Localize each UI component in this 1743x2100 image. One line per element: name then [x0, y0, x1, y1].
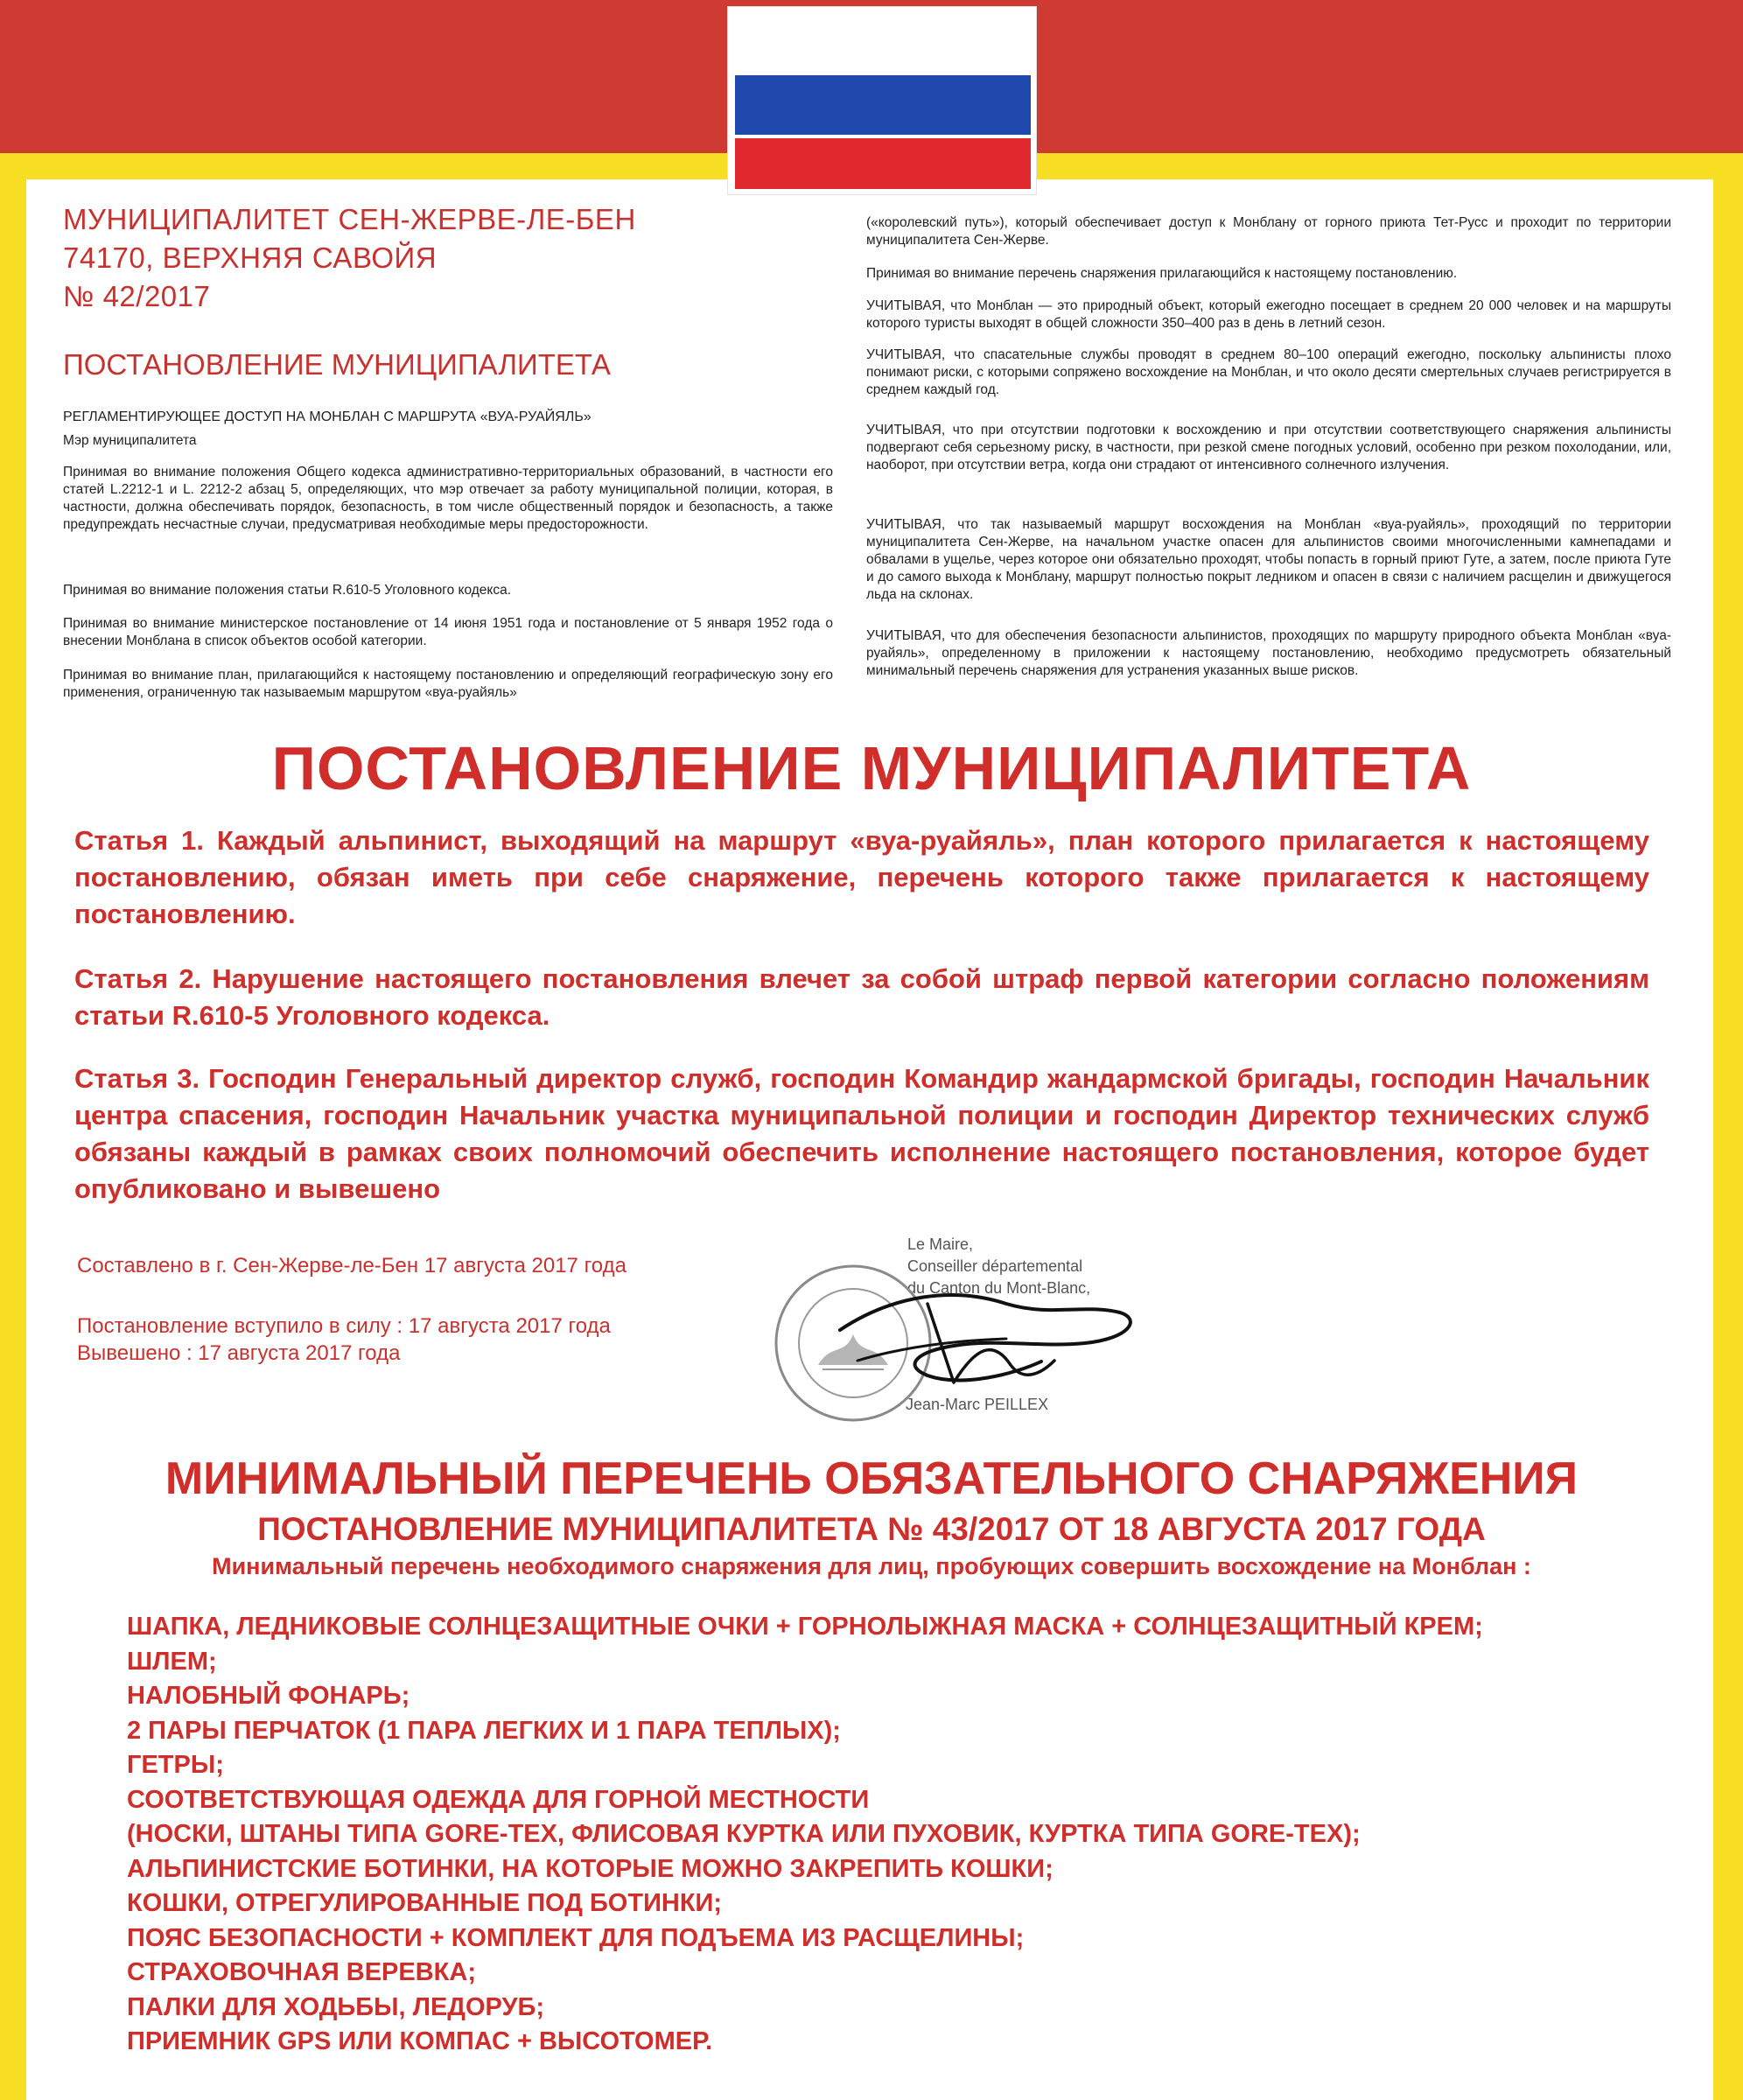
- equipment-item: ПАЛКИ ДЛЯ ХОДЬБЫ, ЛЕДОРУБ;: [127, 1992, 545, 2021]
- equipment-item: ПРИЕМНИК GPS ИЛИ КОМПАС + ВЫСОТОМЕР.: [127, 2027, 713, 2055]
- flag-blue-stripe: [735, 75, 1031, 135]
- decree-subject: РЕГЛАМЕНТИРУЮЩЕЕ ДОСТУП НА МОНБЛАН С МАРШРУТА «ВУА-РУАЙЯЛЬ»: [63, 410, 592, 424]
- preamble-left-2: Принимая во внимание положения статьи R.610-5 Уголовного кодекса.: [63, 583, 512, 598]
- article-2: Статья 2. Нарушение настоящего постановления влечет за собой штраф первой категории согласно положениям статьи R.610-5 Уголовного кодекса.: [74, 963, 1649, 1031]
- flag-white-stripe: [735, 14, 1031, 69]
- equipment-item: ПОЯС БЕЗОПАСНОСТИ + КОМПЛЕКТ ДЛЯ ПОДЪЕМА ИЗ РАСЩЕЛИНЫ;: [127, 1923, 1025, 1952]
- equipment-item: 2 ПАРЫ ПЕРЧАТОК (1 ПАРА ЛЕГКИХ И 1 ПАРА ТЕПЛЫХ);: [127, 1716, 841, 1745]
- signer-title-3: du Canton du Mont-Blanc,: [907, 1279, 1091, 1297]
- russian-flag-icon: [728, 7, 1036, 194]
- equipment-title: МИНИМАЛЬНЫЙ ПЕРЕЧЕНЬ ОБЯЗАТЕЛЬНОГО СНАРЯЖЕНИЯ: [164, 1453, 1578, 1504]
- article-3: Статья 3. Господин Генеральный директор служб, господин Командир жандармской бригады, господин Начальник центра спасения, господин Начальник участка муниципальной полиции и господин Директор технических служб обязаны каждый в рамках своих полномочий обеспечить исполнение настоящего постановления, которое будет опубликовано и вывешено: [74, 1063, 1649, 1204]
- flag-red-stripe: [735, 138, 1031, 189]
- equipment-list: [127, 1610, 1684, 2060]
- equipment-intro: Минимальный перечень необходимого снаряжения для лиц, пробующих совершить восхождение на Монблан :: [212, 1553, 1531, 1579]
- preamble-right-1: («королевский путь»), который обеспечивает доступ к Монблану от горного приюта Тет-Русс и проходит по территории муниципалитета Сен-Жерве.: [866, 215, 1671, 248]
- equipment-item: ГЕТРЫ;: [127, 1751, 224, 1779]
- preamble-right-3: УЧИТЫВАЯ, что Монблан — это природный объект, который ежегодно посещает в среднем 20 000 человек и на маршруты которого туристы выходят в общей сложности 350–400 раз в день в летний сезон.: [866, 298, 1671, 331]
- equipment-item: СТРАХОВОЧНАЯ ВЕРЕВКА;: [127, 1958, 476, 1986]
- preamble-right-5: УЧИТЫВАЯ, что при отсутствии подготовки к восхождению и при отсутствии соответствующего снаряжения альпинисты подвергают себя серьезному риску, в частности, при резкой смене погодных условий, особенно при резком похолодании, или, наоборот, при отсутствии ветра, когда они страдают от интенсивного солнечного излучения.: [866, 423, 1671, 472]
- posted-date: Вывешено : 17 августа 2017 года: [77, 1341, 401, 1365]
- preamble-left-1: Принимая во внимание положения Общего кодекса административно-территориальных образований, в частности его статей L.2212-1 и L. 2212-2 абзац 5, определяющих, что мэр отвечает за работу муниципальной полиции, которая, в частности, должна обеспечивать порядок, безопасность, в том числе общественный порядок и безопасность, а также предупреждать несчастные случаи, предусматривая необходимые меры предосторожности.: [63, 465, 833, 532]
- preamble-left-4: Принимая во внимание план, прилагающийся к настоящему постановлению и определяющий географическую зону его применения, ограниченную так называемым маршрутом «вуа-руайяль»: [63, 668, 833, 700]
- equipment-item: СООТВЕТСТВУЮЩАЯ ОДЕЖДА ДЛЯ ГОРНОЙ МЕСТНОСТИ: [127, 1785, 870, 1814]
- signer-title-2: Conseiller départemental: [907, 1257, 1083, 1275]
- preamble-right-7: УЧИТЫВАЯ, что для обеспечения безопасности альпинистов, проходящих по маршруту природного объекта Монблан «вуа-руайяль», определенному в приложении к настоящему постановлению, необходимо предусмотреть обязательный минимальный перечень снаряжения для устранения указанных выше рисков.: [866, 628, 1671, 678]
- equipment-item: НАЛОБНЫЙ ФОНАРЬ;: [127, 1682, 410, 1710]
- equipment-item: (НОСКИ, ШТАНЫ ТИПА GORE-TEX, ФЛИСОВАЯ КУРТКА ИЛИ ПУХОВИК, КУРТКА ТИПА GORE-TEX);: [127, 1820, 1361, 1848]
- signer-title-1: Le Maire,: [907, 1236, 974, 1253]
- mayor-label: Мэр муниципалитета: [63, 433, 197, 448]
- equipment-item: ШАПКА, ЛЕДНИКОВЫЕ СОЛНЦЕЗАЩИТНЫЕ ОЧКИ + ГОРНОЛЫЖНАЯ МАСКА + СОЛНЦЕЗАЩИТНЫЙ КРЕМ;: [127, 1613, 1483, 1641]
- signer-name: Jean-Marc PEILLEX: [906, 1396, 1049, 1413]
- equipment-item: ШЛЕМ;: [127, 1647, 217, 1676]
- preamble-left-3: Принимая во внимание министерское постановление от 14 июня 1951 года и постановление от 5 января 1952 года о внесении Монблана в список объектов особой категории.: [63, 616, 833, 648]
- effective-date: Постановление вступило в силу : 17 августа 2017 года: [77, 1314, 611, 1338]
- equipment-decree-ref: ПОСТАНОВЛЕНИЕ МУНИЦИПАЛИТЕТА № 43/2017 ОТ 18 АВГУСТА 2017 ГОДА: [257, 1511, 1486, 1547]
- decree-heading: ПОСТАНОВЛЕНИЕ МУНИЦИПАЛИТЕТА: [63, 348, 611, 381]
- equipment-item: АЛЬПИНИСТСКИЕ БОТИНКИ, НА КОТОРЫЕ МОЖНО ЗАКРЕПИТЬ КОШКИ;: [127, 1854, 1054, 1883]
- mayor-signature-icon: [822, 1278, 1155, 1400]
- equipment-item: КОШКИ, ОТРЕГУЛИРОВАННЫЕ ПОД БОТИНКИ;: [127, 1889, 723, 1917]
- municipality-name: МУНИЦИПАЛИТЕТ СЕН-ЖЕРВЕ-ЛЕ-БЕН: [63, 203, 636, 235]
- place-and-date: Составлено в г. Сен-Жерве-ле-Бен 17 августа 2017 года: [77, 1254, 626, 1278]
- preamble-right-2: Принимая во внимание перечень снаряжения прилагающийся к настоящему постановлению.: [866, 266, 1458, 281]
- decree-main-title: ПОСТАНОВЛЕНИЕ МУНИЦИПАЛИТЕТА: [271, 734, 1472, 802]
- preamble-right-6: УЧИТЫВАЯ, что так называемый маршрут восхождения на Монблан «вуа-руайяль», проходящий по территории муниципалитета Сен-Жерве, на начальном участке опасен для альпинистов своими многочисленными камнепадами и обвалами в ущелье, через которое они обязательно проходят, чтобы попасть в горный приют Гуте, а затем, после приюта Гуте и до самого выхода к Монблану, маршрут полностью покрыт ледником и опасен в связи с наличием расщелин и движущегося льда на склонах.: [866, 517, 1671, 602]
- municipality-address: 74170, ВЕРХНЯЯ САВОЙЯ: [63, 242, 438, 274]
- preamble-right-4: УЧИТЫВАЯ, что спасательные службы проводят в среднем 80–100 операций ежегодно, поскольку альпинисты плохо понимают риски, с которыми сопряжено восхождение на Монблан, и что около десяти смертельных случаев регистрируется в среднем каждый год.: [866, 347, 1671, 397]
- decree-number: № 42/2017: [63, 280, 211, 312]
- article-1: Статья 1. Каждый альпинист, выходящий на маршрут «вуа-руайяль», план которого прилагается к настоящему постановлению, обязан иметь при себе снаряжение, перечень которого также прилагается к настоящему постановлению.: [74, 825, 1649, 929]
